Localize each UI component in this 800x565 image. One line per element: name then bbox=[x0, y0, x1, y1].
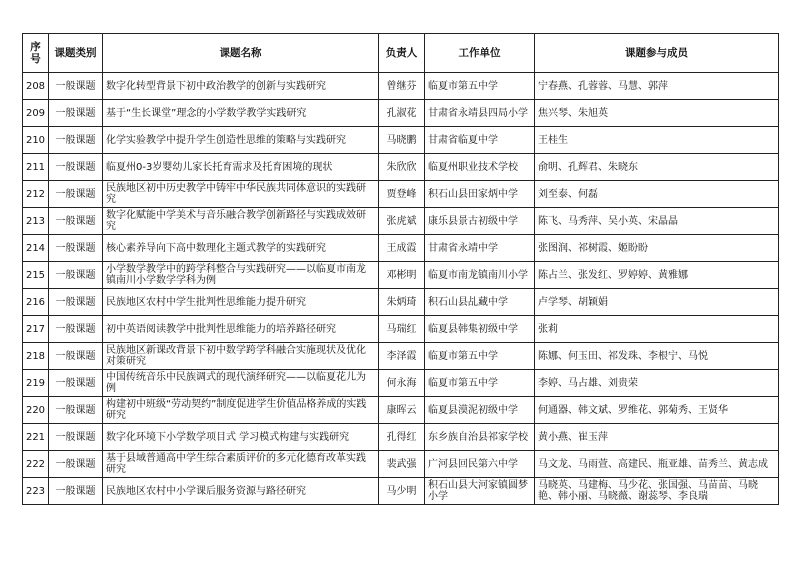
cell-name: 民族地区农村中学生批判性思维能力提升研究 bbox=[103, 289, 379, 316]
cell-name: 民族地区初中历史教学中铸牢中华民族共同体意识的实践研究 bbox=[103, 181, 379, 208]
cell-leader: 孔淑花 bbox=[379, 100, 425, 127]
cell-members: 黄小燕、崔玉萍 bbox=[535, 424, 779, 451]
cell-category: 一般课题 bbox=[49, 154, 103, 181]
cell-members: 陈占兰、张发红、罗婷婷、黄雅娜 bbox=[535, 262, 779, 289]
cell-name: 初中英语阅读教学中批判性思维能力的培养路径研究 bbox=[103, 316, 379, 343]
cell-name: 数字化赋能中学美术与音乐融合教学创新路径与实践成效研究 bbox=[103, 208, 379, 235]
header-category: 课题类别 bbox=[49, 34, 103, 73]
cell-unit: 积石山县乩藏中学 bbox=[425, 289, 535, 316]
cell-members: 李婷、马占雄、刘贵荣 bbox=[535, 370, 779, 397]
header-leader: 负责人 bbox=[379, 34, 425, 73]
cell-leader: 马少明 bbox=[379, 478, 425, 505]
cell-name: 基于“生长课堂”理念的小学数学教学实践研究 bbox=[103, 100, 379, 127]
cell-category: 一般课题 bbox=[49, 451, 103, 478]
table-row bbox=[23, 100, 779, 127]
cell-category: 一般课题 bbox=[49, 208, 103, 235]
cell-unit: 甘肃省永靖中学 bbox=[425, 235, 535, 262]
table-row bbox=[23, 127, 779, 154]
table-row bbox=[23, 370, 779, 397]
cell-name: 基于县域普通高中学生综合素质评价的多元化德育改革实践研究 bbox=[103, 451, 379, 478]
cell-members: 焦兴琴、朱旭英 bbox=[535, 100, 779, 127]
cell-name: 中国传统音乐中民族调式的现代演绎研究——以临夏花儿为例 bbox=[103, 370, 379, 397]
cell-unit: 临夏州职业技术学校 bbox=[425, 154, 535, 181]
header-no bbox=[23, 34, 49, 73]
cell-no: 208 bbox=[23, 73, 49, 100]
cell-unit: 临夏市第五中学 bbox=[425, 73, 535, 100]
cell-category: 一般课题 bbox=[49, 316, 103, 343]
cell-no: 214 bbox=[23, 235, 49, 262]
table-row bbox=[23, 181, 779, 208]
table-row bbox=[23, 451, 779, 478]
cell-no: 209 bbox=[23, 100, 49, 127]
cell-no: 216 bbox=[23, 289, 49, 316]
table-row bbox=[23, 343, 779, 370]
cell-unit: 甘肃省临夏中学 bbox=[425, 127, 535, 154]
table-row bbox=[23, 208, 779, 235]
header-unit: 工作单位 bbox=[425, 34, 535, 73]
cell-category: 一般课题 bbox=[49, 181, 103, 208]
cell-no: 210 bbox=[23, 127, 49, 154]
cell-unit: 康乐县景古初级中学 bbox=[425, 208, 535, 235]
project-table bbox=[22, 33, 779, 505]
cell-unit: 积石山县大河家镇圆梦小学 bbox=[425, 478, 535, 505]
cell-no: 219 bbox=[23, 370, 49, 397]
table-row bbox=[23, 73, 779, 100]
cell-members: 马文龙、马雨萱、高建民、瓶亚雄、苗秀兰、黄志成 bbox=[535, 451, 779, 478]
cell-leader: 康晖云 bbox=[379, 397, 425, 424]
cell-leader: 贾登峰 bbox=[379, 181, 425, 208]
cell-category: 一般课题 bbox=[49, 397, 103, 424]
table-row bbox=[23, 316, 779, 343]
cell-category: 一般课题 bbox=[49, 289, 103, 316]
cell-category: 一般课题 bbox=[49, 424, 103, 451]
cell-no: 212 bbox=[23, 181, 49, 208]
cell-leader: 孔得红 bbox=[379, 424, 425, 451]
cell-category: 一般课题 bbox=[49, 478, 103, 505]
cell-no: 220 bbox=[23, 397, 49, 424]
cell-category: 一般课题 bbox=[49, 262, 103, 289]
cell-leader: 何永海 bbox=[379, 370, 425, 397]
header-name: 课题名称 bbox=[103, 34, 379, 73]
cell-members: 陈飞、马秀萍、吴小英、宋晶晶 bbox=[535, 208, 779, 235]
cell-category: 一般课题 bbox=[49, 100, 103, 127]
cell-no: 218 bbox=[23, 343, 49, 370]
cell-category: 一般课题 bbox=[49, 73, 103, 100]
cell-no: 221 bbox=[23, 424, 49, 451]
cell-leader: 曾继芬 bbox=[379, 73, 425, 100]
cell-members: 何通器、韩文斌、罗维花、郭菊秀、王贤华 bbox=[535, 397, 779, 424]
cell-no: 211 bbox=[23, 154, 49, 181]
cell-name: 民族地区新课改背景下初中数学跨学科融合实施现状及优化对策研究 bbox=[103, 343, 379, 370]
cell-unit: 临夏县漠泥初级中学 bbox=[425, 397, 535, 424]
cell-category: 一般课题 bbox=[49, 235, 103, 262]
cell-leader: 朱炳琦 bbox=[379, 289, 425, 316]
cell-members: 刘至泰、何磊 bbox=[535, 181, 779, 208]
cell-leader: 裴武强 bbox=[379, 451, 425, 478]
table-row bbox=[23, 262, 779, 289]
cell-unit: 临夏市第五中学 bbox=[425, 370, 535, 397]
cell-name: 小学数学教学中的跨学科整合与实践研究——以临夏市南龙镇南川小学数学学科为例 bbox=[103, 262, 379, 289]
cell-members: 陈娜、何玉田、祁发珠、李根宁、马悦 bbox=[535, 343, 779, 370]
cell-leader: 朱欣欣 bbox=[379, 154, 425, 181]
cell-members: 俞明、孔辉君、朱晓东 bbox=[535, 154, 779, 181]
cell-name: 数字化环境下小学数学项目式 学习模式构建与实践研究 bbox=[103, 424, 379, 451]
cell-name: 数字化转型背景下初中政治教学的创新与实践研究 bbox=[103, 73, 379, 100]
cell-name: 构建初中班级“劳动契约”制度促进学生价值品格养成的实践研究 bbox=[103, 397, 379, 424]
cell-name: 化学实验教学中提升学生创造性思维的策略与实践研究 bbox=[103, 127, 379, 154]
cell-unit: 临夏市第五中学 bbox=[425, 343, 535, 370]
cell-category: 一般课题 bbox=[49, 127, 103, 154]
table-row bbox=[23, 478, 779, 505]
cell-members: 马晓英、马建梅、马少花、张国强、马苗苗、马晓艳、韩小丽、马晓薇、谢蕊琴、李良瑞 bbox=[535, 478, 779, 505]
cell-name: 民族地区农村中小学课后服务资源与路径研究 bbox=[103, 478, 379, 505]
cell-unit: 临夏市南龙镇南川小学 bbox=[425, 262, 535, 289]
table-row bbox=[23, 154, 779, 181]
cell-no: 223 bbox=[23, 478, 49, 505]
header-no-bottom: 号 bbox=[30, 53, 41, 65]
cell-leader: 邓彬明 bbox=[379, 262, 425, 289]
cell-no: 213 bbox=[23, 208, 49, 235]
cell-unit: 东乡族自治县祁家学校 bbox=[425, 424, 535, 451]
cell-leader: 王成霞 bbox=[379, 235, 425, 262]
table-row bbox=[23, 235, 779, 262]
cell-members: 王桂生 bbox=[535, 127, 779, 154]
cell-members: 张莉 bbox=[535, 316, 779, 343]
cell-category: 一般课题 bbox=[49, 370, 103, 397]
cell-no: 215 bbox=[23, 262, 49, 289]
header-members: 课题参与成员 bbox=[535, 34, 779, 73]
cell-members: 张图润、祁树霞、姬盼盼 bbox=[535, 235, 779, 262]
cell-members: 卢学琴、胡颖娟 bbox=[535, 289, 779, 316]
table-row bbox=[23, 397, 779, 424]
cell-unit: 广河县回民第六中学 bbox=[425, 451, 535, 478]
header-row bbox=[23, 34, 779, 73]
cell-leader: 马晓鹏 bbox=[379, 127, 425, 154]
cell-unit: 临夏县韩集初级中学 bbox=[425, 316, 535, 343]
header-no-top: 序 bbox=[30, 41, 41, 53]
table-row bbox=[23, 424, 779, 451]
cell-category: 一般课题 bbox=[49, 343, 103, 370]
cell-unit: 积石山县田家炳中学 bbox=[425, 181, 535, 208]
cell-leader: 马瑞红 bbox=[379, 316, 425, 343]
table-row bbox=[23, 289, 779, 316]
cell-leader: 李泽霞 bbox=[379, 343, 425, 370]
document-page bbox=[22, 33, 779, 505]
cell-unit: 甘肃省永靖县四局小学 bbox=[425, 100, 535, 127]
cell-name: 核心素养导向下高中数理化主题式教学的实践研究 bbox=[103, 235, 379, 262]
cell-no: 222 bbox=[23, 451, 49, 478]
cell-no: 217 bbox=[23, 316, 49, 343]
cell-leader: 张虎斌 bbox=[379, 208, 425, 235]
cell-members: 宁春燕、孔蓉蓉、马慧、郭萍 bbox=[535, 73, 779, 100]
cell-name: 临夏州0-3岁婴幼儿家长托育需求及托育困境的现状 bbox=[103, 154, 379, 181]
